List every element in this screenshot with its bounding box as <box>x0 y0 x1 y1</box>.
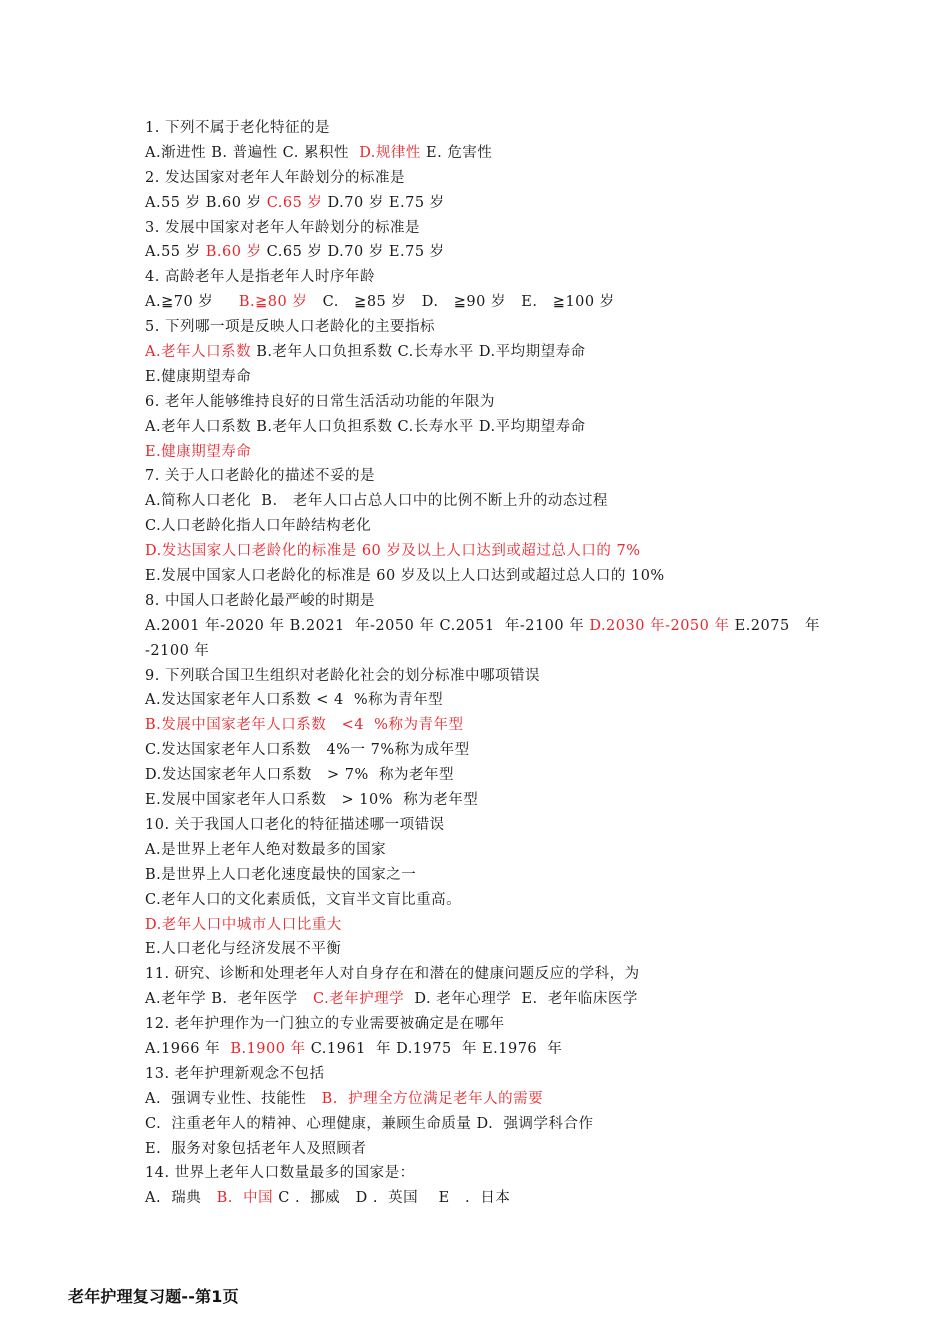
line-text: A.≧70 岁 <box>145 294 239 311</box>
line-text: 11. 研究、诊断和处理老年人对自身存在和潜在的健康问题反应的学科，为 <box>145 966 640 983</box>
line-text: E. 服务对象包括老年人及照顾者 <box>145 1140 367 1157</box>
answer-highlight: D.2030 年-2050 年 <box>589 617 730 634</box>
line-text: 5. 下列哪一项是反映人口老龄化的主要指标 <box>145 319 435 336</box>
line-text: 10. 关于我国人口老化的特征描述哪一项错误 <box>145 816 445 833</box>
line-text: A.是世界上老年人绝对数最多的国家 <box>145 841 387 858</box>
text-line <box>145 290 925 315</box>
line-text: A. 瑞典 <box>145 1190 217 1207</box>
text-line <box>145 365 925 390</box>
text-line <box>145 116 925 141</box>
text-line <box>145 614 925 639</box>
text-line <box>145 688 925 713</box>
line-text: A.55 岁 <box>145 244 206 261</box>
line-text: 9. 下列联合国卫生组织对老龄化社会的划分标准中哪项错误 <box>145 667 540 684</box>
answer-highlight: A.老年人口系数 <box>145 344 252 361</box>
answer-highlight: E.健康期望寿命 <box>145 443 252 460</box>
line-text: C . 挪威 D . 英国 E . 日本 <box>273 1190 511 1207</box>
text-line <box>145 1062 925 1087</box>
answer-highlight: D.规律性 <box>359 144 421 161</box>
line-text: 12. 老年护理作为一门独立的专业需要被确定是在哪年 <box>145 1016 505 1033</box>
question-list <box>145 116 925 1211</box>
line-text: 8. 中国人口老龄化最严峻的时期是 <box>145 592 375 609</box>
answer-highlight: B. 护理全方位满足老年人的需要 <box>321 1090 544 1107</box>
line-text: C.65 岁 D.70 岁 E.75 岁 <box>261 244 445 261</box>
line-text: C.人口老龄化指人口年龄结构老化 <box>145 518 372 535</box>
line-text: E.人口老化与经济发展不平衡 <box>145 941 342 958</box>
line-text: 4. 高龄老年人是指老年人时序年龄 <box>145 269 375 286</box>
line-text: B.老年人口负担系数 C.长寿水平 D.平均期望寿命 <box>251 344 586 361</box>
line-text: C.老年人口的文化素质低，文盲半文盲比重高。 <box>145 891 462 908</box>
text-line <box>145 589 925 614</box>
text-line <box>145 713 925 738</box>
text-line <box>145 464 925 489</box>
line-text: A. 强调专业性、技能性 <box>145 1090 322 1107</box>
text-line <box>145 1137 925 1162</box>
line-text: D.发达国家老年人口系数 > 7% 称为老年型 <box>145 767 455 784</box>
text-line <box>145 838 925 863</box>
line-text: A.55 岁 B.60 岁 <box>145 194 267 211</box>
answer-highlight: B. 中国 <box>216 1190 274 1207</box>
page-footer: 老年护理复习题--第1页 <box>68 1287 239 1306</box>
text-line <box>145 1037 925 1062</box>
text-line <box>145 962 925 987</box>
answer-highlight: B.60 岁 <box>205 244 262 261</box>
answer-highlight: D.发达国家人口老龄化的标准是 60 岁及以上人口达到或超过总人口的 7% <box>145 543 641 560</box>
text-line <box>145 763 925 788</box>
text-line <box>145 987 925 1012</box>
text-line <box>145 813 925 838</box>
text-line <box>145 514 925 539</box>
line-text: C. ≧85 岁 D. ≧90 岁 E. ≧100 岁 <box>307 294 615 311</box>
text-line <box>145 166 925 191</box>
line-text: 6. 老年人能够维持良好的日常生活活动功能的年限为 <box>145 393 495 410</box>
answer-highlight: C.老年护理学 <box>313 991 405 1008</box>
line-text: A.简称人口老化 B. 老年人口占总人口中的比例不断上升的动态过程 <box>145 493 608 510</box>
line-text: 3. 发展中国家对老年人年龄划分的标准是 <box>145 219 420 236</box>
answer-highlight: C.65 岁 <box>266 194 323 211</box>
line-text: 7. 关于人口老龄化的描述不妥的是 <box>145 468 375 485</box>
line-text: E.发展中国家老年人口系数 > 10% 称为老年型 <box>145 792 479 809</box>
line-text: 14. 世界上老年人口数量最多的国家是： <box>145 1165 415 1182</box>
line-text: B.是世界上人口老化速度最快的国家之一 <box>145 866 417 883</box>
line-text: 2. 发达国家对老年人年龄划分的标准是 <box>145 169 405 186</box>
answer-highlight: B.发展中国家老年人口系数 <4 %称为青年型 <box>145 717 464 734</box>
line-text: E.2075 年 <box>729 617 821 634</box>
text-line <box>145 564 925 589</box>
text-line <box>145 888 925 913</box>
text-line <box>145 440 925 465</box>
text-line <box>145 539 925 564</box>
answer-highlight: B.1900 年 <box>230 1040 306 1057</box>
text-line <box>145 415 925 440</box>
line-text: C.发达国家老年人口系数 4%一 7%称为成年型 <box>145 742 470 759</box>
text-line <box>145 240 925 265</box>
text-line <box>145 738 925 763</box>
line-text: E.发展中国家人口老龄化的标准是 60 岁及以上人口达到或超过总人口的 10% <box>145 568 665 585</box>
line-text: D. 老年心理学 E. 老年临床医学 <box>404 991 638 1008</box>
line-text: 1. 下列不属于老化特征的是 <box>145 120 330 136</box>
text-line <box>145 216 925 241</box>
text-line <box>145 489 925 514</box>
line-text: E.健康期望寿命 <box>145 368 252 385</box>
text-line <box>145 315 925 340</box>
text-line <box>145 788 925 813</box>
line-text: A.1966 年 <box>145 1040 231 1057</box>
line-text: -2100 年 <box>145 642 210 659</box>
text-line <box>145 1186 925 1211</box>
answer-highlight: D.老年人口中城市人口比重大 <box>145 916 342 933</box>
text-line <box>145 390 925 415</box>
text-line <box>145 340 925 365</box>
line-text: C. 注重老年人的精神、心理健康，兼顾生命质量 D. 强调学科合作 <box>145 1115 594 1132</box>
text-line <box>145 1112 925 1137</box>
line-text: E. 危害性 <box>420 144 493 161</box>
line-text: A.老年学 B. 老年医学 <box>145 991 313 1008</box>
text-line <box>145 639 925 664</box>
line-text: A.渐进性 B. 普遍性 C. 累积性 <box>145 144 360 161</box>
line-text: A.2001 年-2020 年 B.2021 年-2050 年 C.2051 年-2100 年 <box>145 617 590 634</box>
answer-highlight: B.≧80 岁 <box>238 294 308 311</box>
text-line <box>145 191 925 216</box>
line-text: 13. 老年护理新观念不包括 <box>145 1065 325 1082</box>
text-line <box>145 863 925 888</box>
text-line <box>145 265 925 290</box>
text-line <box>145 913 925 938</box>
line-text: C.1961 年 D.1975 年 E.1976 年 <box>305 1040 563 1057</box>
text-line <box>145 141 925 166</box>
line-text: A.发达国家老年人口系数 < 4 %称为青年型 <box>145 692 444 709</box>
line-text: D.70 岁 E.75 岁 <box>322 194 445 211</box>
text-line <box>145 664 925 689</box>
line-text: A.老年人口系数 B.老年人口负担系数 C.长寿水平 D.平均期望寿命 <box>145 418 586 435</box>
text-line <box>145 1012 925 1037</box>
text-line <box>145 1087 925 1112</box>
text-line <box>145 1161 925 1186</box>
text-line <box>145 937 925 962</box>
